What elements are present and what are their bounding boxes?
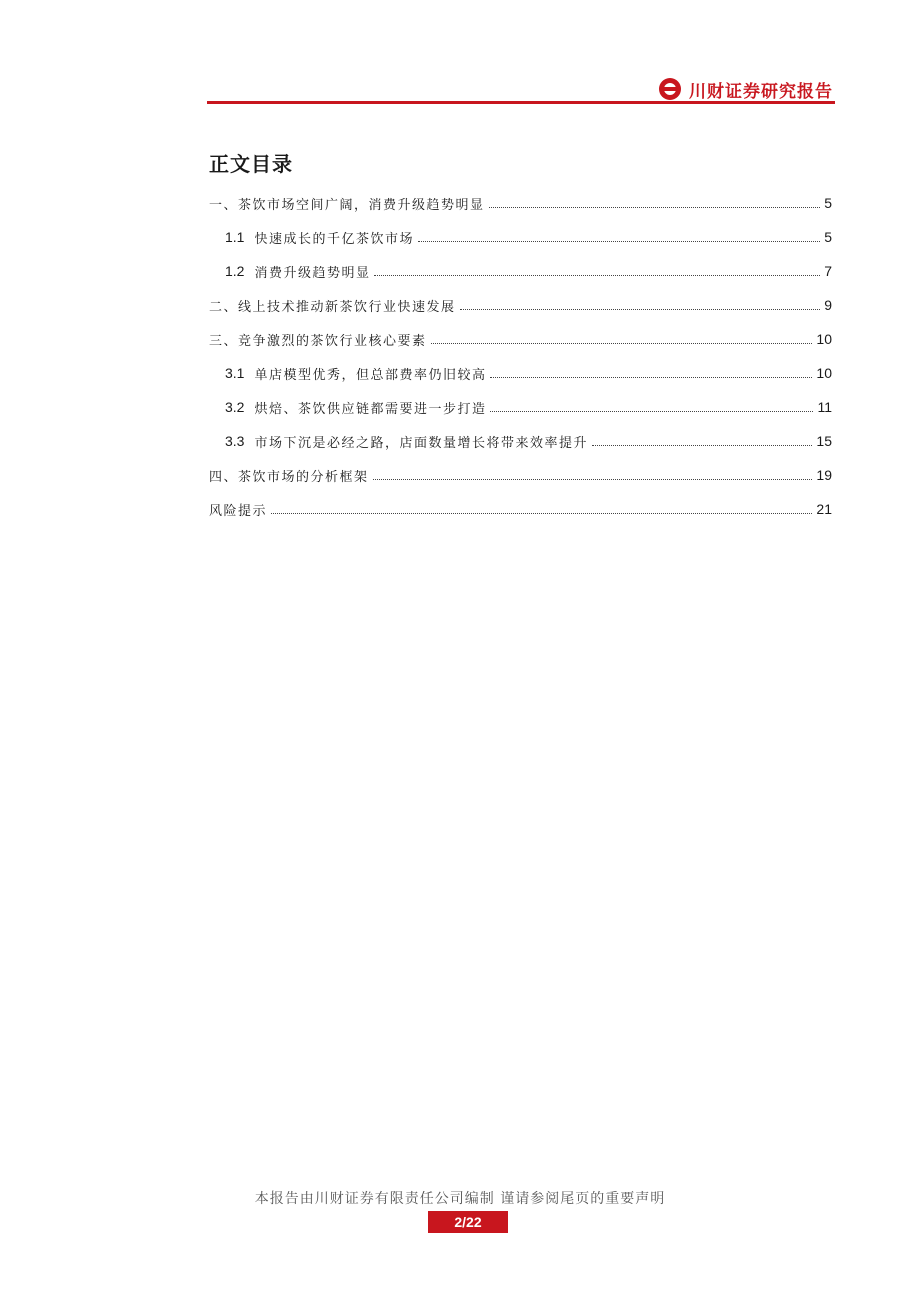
- toc-entry-page: 7: [824, 263, 832, 279]
- toc-entry-label: 风险提示: [209, 503, 268, 519]
- toc-entry[interactable]: [209, 424, 832, 458]
- toc-entry[interactable]: [209, 288, 832, 322]
- header-rule: [207, 101, 835, 104]
- toc-entry-page: 21: [816, 501, 832, 517]
- toc-entry-label: 单店模型优秀，但总部费率仍旧较高: [254, 367, 487, 383]
- toc-entry-number: 3.1: [225, 365, 245, 381]
- toc-entry-page: 15: [816, 433, 832, 449]
- toc-entry-number: 1.1: [225, 229, 245, 245]
- toc-entry-label: 三、竞争激烈的茶饮行业核心要素: [209, 333, 427, 349]
- toc-dot-leader: [489, 206, 821, 208]
- toc-dot-leader: [374, 274, 820, 276]
- table-of-contents: [209, 186, 832, 526]
- brand-name: 川财证券研究报告: [689, 81, 833, 102]
- toc-entry-label: 二、线上技术推动新茶饮行业快速发展: [209, 299, 456, 315]
- toc-entry-page: 11: [817, 399, 832, 415]
- toc-dot-leader: [490, 410, 813, 412]
- toc-entry-label: 四、茶饮市场的分析框架: [209, 469, 369, 485]
- footer-disclaimer: 本报告由川财证券有限责任公司编制 谨请参阅尾页的重要声明: [254, 1191, 666, 1207]
- toc-entry[interactable]: [209, 186, 832, 220]
- toc-dot-leader: [431, 342, 813, 344]
- toc-entry-page: 10: [816, 365, 832, 381]
- toc-entry-number: 1.2: [225, 263, 245, 279]
- page-header: [0, 0, 920, 110]
- toc-entry[interactable]: [209, 254, 832, 288]
- brand: [659, 77, 833, 101]
- toc-entry-label: 快速成长的千亿茶饮市场: [254, 231, 414, 247]
- toc-entry[interactable]: [209, 220, 832, 254]
- toc-entry-page: 19: [816, 467, 832, 483]
- toc-entry-page: 5: [824, 229, 832, 245]
- toc-entry-page: 10: [816, 331, 832, 347]
- chuancai-logo-icon: [659, 78, 681, 100]
- toc-dot-leader: [592, 444, 812, 446]
- toc-entry-page: 5: [824, 195, 832, 211]
- toc-dot-leader: [373, 478, 813, 480]
- toc-dot-leader: [490, 376, 812, 378]
- toc-entry-label: 市场下沉是必经之路，店面数量增长将带来效率提升: [254, 435, 588, 451]
- toc-entry[interactable]: [209, 356, 832, 390]
- toc-entry-number: 3.3: [225, 433, 245, 449]
- page-indicator: 2/22: [428, 1211, 508, 1233]
- toc-entry-label: 烘焙、茶饮供应链都需要进一步打造: [254, 401, 487, 417]
- toc-dot-leader: [271, 512, 812, 514]
- toc-entry-number: 3.2: [225, 399, 245, 415]
- toc-entry-label: 一、茶饮市场空间广阔，消费升级趋势明显: [209, 197, 485, 213]
- toc-title: 正文目录: [209, 152, 293, 176]
- toc-entry[interactable]: [209, 390, 832, 424]
- toc-dot-leader: [418, 240, 820, 242]
- toc-entry[interactable]: [209, 492, 832, 526]
- toc-entry[interactable]: [209, 322, 832, 356]
- toc-entry[interactable]: [209, 458, 832, 492]
- toc-entry-page: 9: [824, 297, 832, 313]
- toc-dot-leader: [460, 308, 821, 310]
- toc-entry-label: 消费升级趋势明显: [254, 265, 371, 281]
